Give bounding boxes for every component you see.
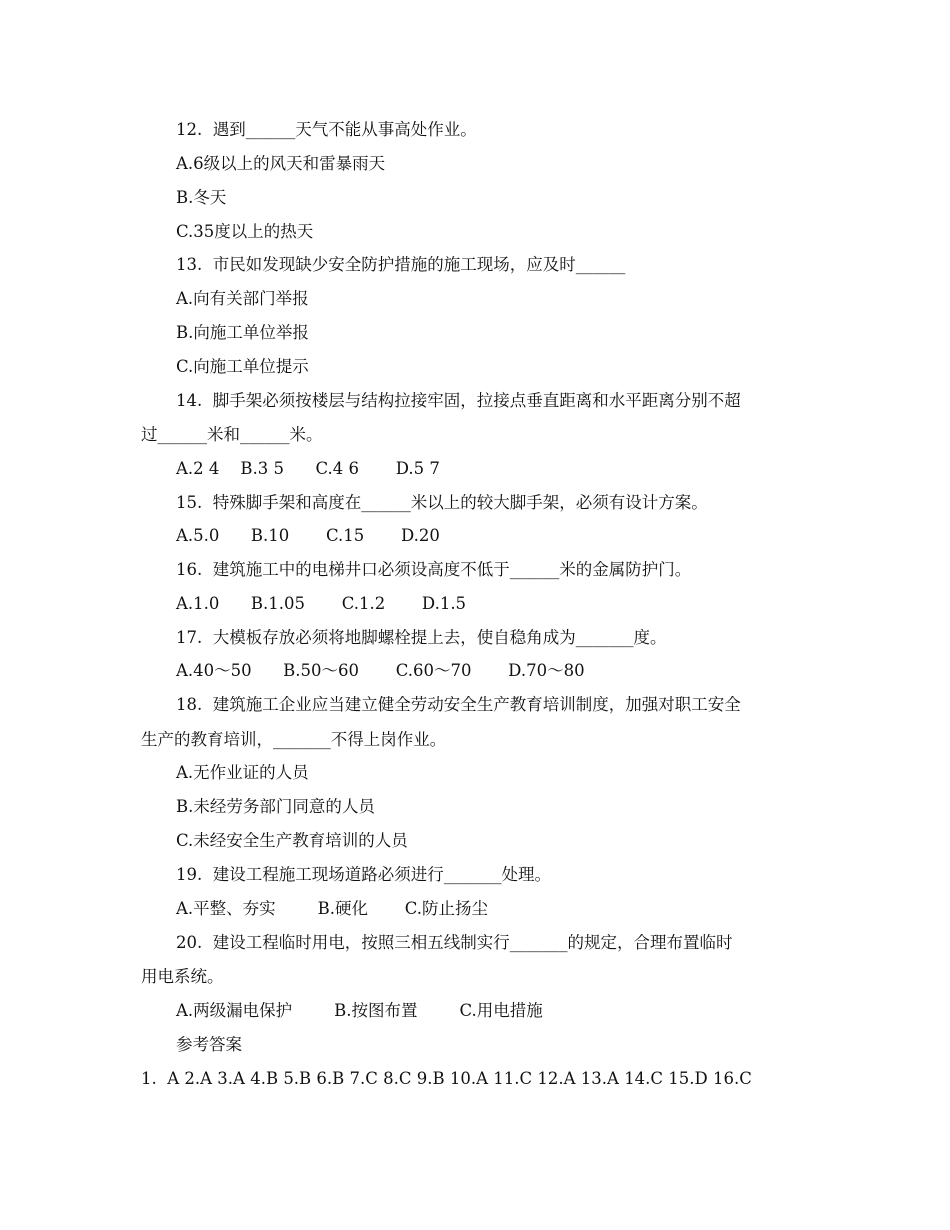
question-18-line-2: 生产的教育培训，_______不得上岗作业。	[141, 730, 447, 749]
options-14: A.2 4 B.3 5 C.4 6 D.5 7	[176, 459, 440, 478]
question-19: 19. 建设工程施工现场道路必须进行_______处理。	[176, 865, 551, 884]
question-14-line-1: 14. 脚手架必须按楼层与结构拉接牢固，拉接点垂直距离和水平距离分别不超	[176, 391, 741, 410]
question-13: 13. 市民如发现缺少安全防护措施的施工现场，应及时______	[176, 255, 626, 274]
options-17: A.40～50 B.50～60 C.60～70 D.70～80	[176, 661, 585, 680]
option-13-c: C.向施工单位提示	[176, 357, 309, 376]
question-17: 17. 大模板存放必须将地脚螺栓提上去，使自稳角成为_______度。	[176, 628, 667, 647]
option-12-a: A.6级以上的风天和雷暴雨天	[176, 154, 386, 173]
option-12-c: C.35度以上的热天	[176, 222, 314, 241]
question-15: 15. 特殊脚手架和高度在______米以上的较大脚手架，必须有设计方案。	[176, 493, 708, 512]
question-14-line-2: 过______米和______米。	[141, 425, 323, 444]
option-13-b: B.向施工单位举报	[176, 323, 309, 342]
question-18-line-1: 18. 建筑施工企业应当建立健全劳动安全生产教育培训制度，加强对职工安全	[176, 695, 741, 714]
question-16: 16. 建筑施工中的电梯井口必须设高度不低于______米的金属防护门。	[176, 560, 692, 579]
answer-key-heading: 参考答案	[176, 1035, 242, 1054]
options-16: A.1.0 B.1.05 C.1.2 D.1.5	[176, 594, 467, 613]
answer-key: 1. A 2.A 3.A 4.B 5.B 6.B 7.C 8.C 9.B 10.A 11.C 12.A 13.A 14.C 15.D 16.C	[141, 1069, 752, 1088]
option-12-b: B.冬天	[176, 188, 227, 207]
question-20-line-2: 用电系统。	[141, 967, 224, 986]
option-18-a: A.无作业证的人员	[176, 763, 309, 782]
question-20-line-1: 20. 建设工程临时用电，按照三相五线制实行_______的规定，合理布置临时	[176, 933, 733, 952]
option-18-c: C.未经安全生产教育培训的人员	[176, 831, 408, 850]
option-13-a: A.向有关部门举报	[176, 289, 309, 308]
question-12: 12. 遇到______天气不能从事高处作业。	[176, 120, 477, 139]
options-20: A.两级漏电保护 B.按图布置 C.用电措施	[176, 1001, 543, 1020]
option-18-b: B.未经劳务部门同意的人员	[176, 797, 375, 816]
options-19: A.平整、夯实 B.硬化 C.防止扬尘	[176, 899, 488, 918]
options-15: A.5.0 B.10 C.15 D.20	[176, 526, 440, 545]
